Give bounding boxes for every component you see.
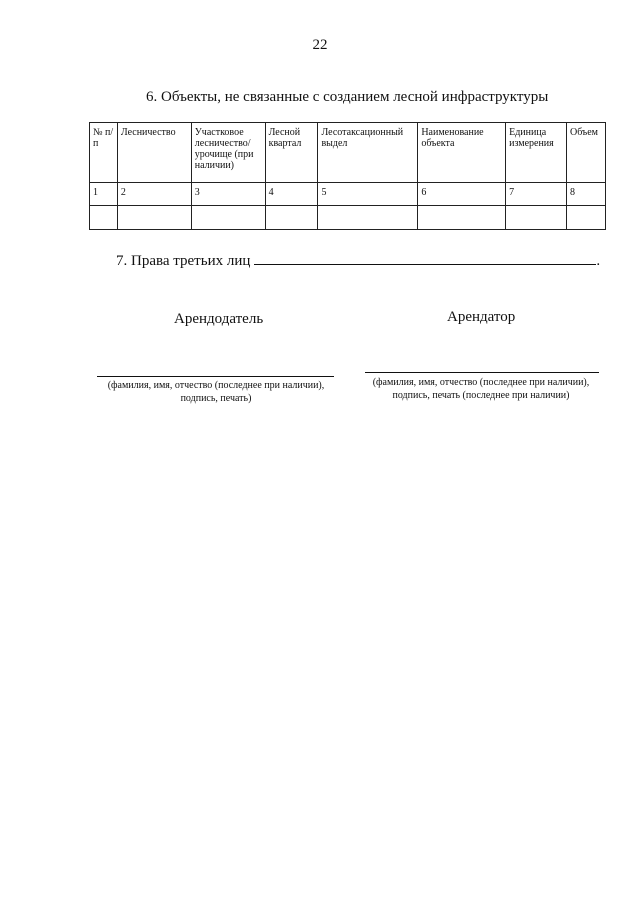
header-cell-unit: Единица измерения	[506, 123, 567, 183]
index-cell: 7	[506, 183, 567, 206]
objects-table	[89, 122, 606, 230]
empty-cell	[191, 206, 265, 230]
header-cell-number: № п/п	[90, 123, 118, 183]
header-cell-district-forestry: Участковое лесничество/ урочище (при наличии)	[191, 123, 265, 183]
index-cell: 3	[191, 183, 265, 206]
section6-heading: 6. Объекты, не связанные с созданием лесной инфраструктуры	[146, 89, 549, 105]
index-cell: 5	[318, 183, 418, 206]
lessee-label: Арендатор	[447, 309, 516, 325]
header-cell-taxation-unit: Лесотаксационный выдел	[318, 123, 418, 183]
index-cell: 4	[265, 183, 318, 206]
table-index-row	[90, 183, 606, 206]
empty-cell	[90, 206, 118, 230]
index-cell: 1	[90, 183, 118, 206]
section7-label: 7. Права третьих лиц	[116, 253, 251, 269]
table-empty-row	[90, 206, 606, 230]
lessee-signature-caption: (фамилия, имя, отчество (последнее при наличии), подпись, печать (последнее при наличии)	[372, 377, 590, 401]
table-header-row	[90, 123, 606, 183]
page-number: 22	[312, 37, 328, 53]
empty-cell	[566, 206, 605, 230]
lessor-signature-caption: (фамилия, имя, отчество (последнее при наличии), подпись, печать)	[107, 380, 325, 404]
header-cell-volume: Объем	[566, 123, 605, 183]
index-cell: 6	[418, 183, 506, 206]
empty-cell	[265, 206, 318, 230]
section7-end-mark: .	[596, 253, 601, 269]
lessor-label: Арендодатель	[174, 311, 264, 327]
header-cell-forest-block: Лесной квартал	[265, 123, 318, 183]
empty-cell	[418, 206, 506, 230]
section7-third-party-rights	[116, 250, 600, 270]
index-cell: 8	[566, 183, 605, 206]
lessor-signature-line	[97, 376, 334, 377]
header-cell-forestry: Лесничество	[117, 123, 191, 183]
empty-cell	[117, 206, 191, 230]
lessee-signature-line	[365, 372, 599, 373]
fill-in-line	[254, 250, 596, 265]
index-cell: 2	[117, 183, 191, 206]
empty-cell	[506, 206, 567, 230]
header-cell-object-name: Наименование объекта	[418, 123, 506, 183]
empty-cell	[318, 206, 418, 230]
